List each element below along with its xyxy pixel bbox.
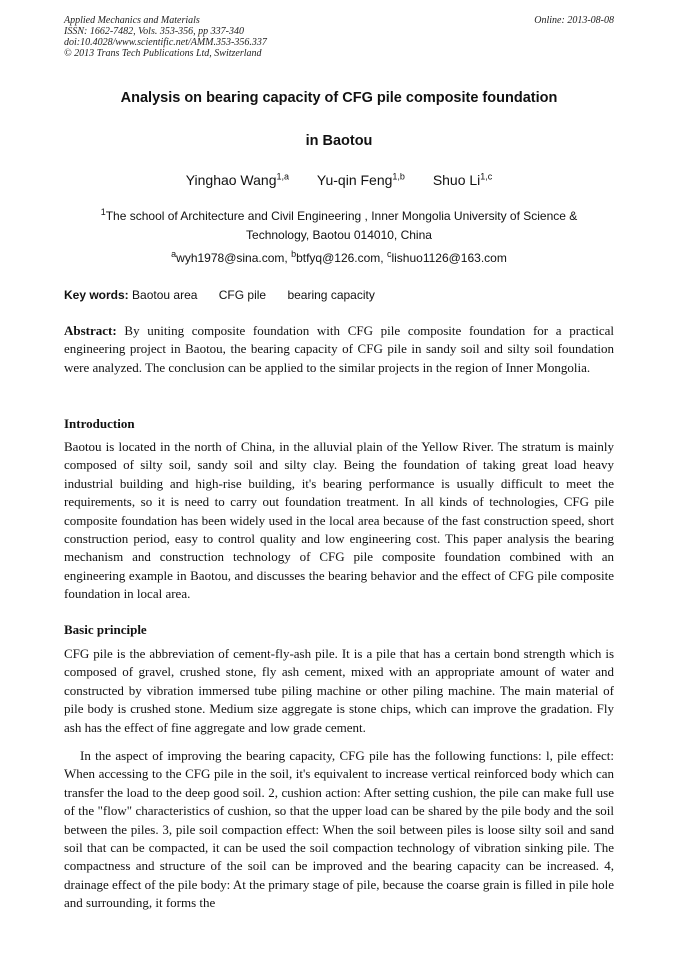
basic-principle-paragraph-2: In the aspect of improving the bearing capacity, CFG pile has the following functions: l, pile effect: When accessing to the CFG pile in the soil, it's equivalent to increase vertical reinforced body which can transfer the load to the deep good soil. 2, cushion action: After setting cushion, the pile can make full use of the "flow" characteristics of cushion, so that the upper load can be shared by the pile body and the soil between the piles. 3, pile soil compaction effect: When the soil between piles is loose silty soil and sand soil that can be compacted, it can be used the soil compaction technology of vibration sinking pile. The compactness and structure of the soil can be improved and the bearing capacity can be increased. 4, drainage effect of the pile body: At the primary stage of pile, because the coarse grain is filled in pile hole and surrounding, it forms the — [64, 748, 614, 911]
keyword: Baotou area — [132, 288, 198, 302]
issn-line: ISSN: 1662-7482, Vols. 353-356, pp 337-340 — [64, 26, 244, 37]
introduction-paragraph: Baotou is located in the north of China, in the alluvial plain of the Yellow River. The stratum is mainly composed of silty soil, sandy soil and silty clay. Being the foundation of taking great load heavy industrial building and high-rise building, it's bearing performance is usually difficult to meet the requirements, so it is need to carry out foundation treatment. In all kinds of technologies, CFG pile composite foundation has been widely used in the local area because of the fast construction speed, short construction period, easy to control quality and low engineering cost. This paper analysis the bearing mechanism and construction technology of CFG pile composite foundation combined with an engineering example in Baotou, and discusses the bearing behavior and the effect of CFG pile composite foundation in local area. — [64, 439, 614, 602]
introduction-heading: Introduction — [64, 416, 135, 431]
affiliation: $^1$The school of Architecture and Civil Engineering , Inner Mongolia University of Science & Technology, Baotou 014010, China — [100, 207, 578, 242]
email-link[interactable]: btfyq@126.com, — [296, 251, 387, 265]
keyword: CFG pile — [218, 288, 267, 302]
online-date: Online: 2013-08-08 — [534, 15, 614, 26]
paper-title-line1: Analysis on bearing capacity of CFG pile composite foundation — [120, 90, 558, 106]
author: Yinghao Wang$^{1,a}$ — [185, 171, 290, 188]
journal-header — [64, 15, 267, 59]
abstract — [64, 322, 614, 377]
basic-principle-paragraph-1: CFG pile is the abbreviation of cement-fly-ash pile. It is a pile that has a certain bond strength which is composed of gravel, crushed stone, fly ash cement, mixed with an appropriate amount of water and constructed by vibration immersed tube piling machine or other piling machine. The main material of pile body is crushed stone. Medium size aggregate is stone chips, which can improve the gradation. Fly ash has the effect of fine aggregate and low grade cement. — [64, 646, 614, 735]
author: Shuo Li$^{1,c}$ — [432, 171, 493, 188]
keywords-label: Key words: — [64, 288, 129, 302]
author: Yu-qin Feng$^{1,b}$ — [316, 171, 405, 188]
abstract-label: Abstract: — [64, 323, 117, 338]
paper-title-line2: in Baotou — [305, 133, 373, 149]
keyword: bearing capacity — [287, 288, 375, 302]
doi-line: doi:10.4028/www.scientific.net/AMM.353-356.337 — [64, 37, 267, 48]
author-list — [40, 172, 638, 188]
author-emails: $^a$wyh1978@sina.com, $^b$btfyq@126.com, $^c$lishuo1126@163.com — [171, 249, 507, 265]
keywords — [64, 288, 393, 302]
email-link[interactable]: lishuo1126@163.com — [391, 251, 507, 265]
copyright-line: © 2013 Trans Tech Publications Ltd, Switzerland — [64, 48, 262, 59]
journal-name: Applied Mechanics and Materials — [64, 15, 200, 26]
abstract-text: By uniting composite foundation with CFG pile composite foundation for a practical engineering project in Baotou, the bearing capacity of CFG pile in sandy soil and silty soil foundation were analyzed. The conclusion can be applied to the similar projects in the region of Inner Mongolia. — [64, 323, 614, 375]
basic-principle-heading: Basic principle — [64, 622, 147, 637]
email-link[interactable]: wyh1978@sina.com, — [176, 251, 292, 265]
